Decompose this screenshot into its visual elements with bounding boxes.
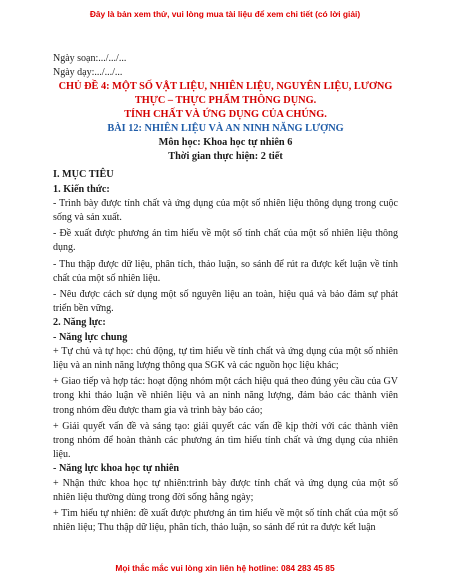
- science-competency-item: + Nhận thức khoa học tự nhiên:trình bày được tính chất và ứng dụng của một số nhiên liệu thường dùng trong đời sống hằng ngày;: [53, 477, 398, 503]
- general-competency-item: + Tự chủ và tự học: chủ động, tự tìm hiểu về tính chất và ứng dụng của một số nhiên liệu và an ninh năng lượng thông qua SGK và các nguồn học liệu khác;: [53, 345, 398, 372]
- preview-notice-banner: Đây là bản xem thử, vui lòng mua tài liệu để xem chi tiết (có lời giải): [89, 9, 361, 19]
- lesson-title: BÀI 12: NHIÊN LIỆU VÀ AN NINH NĂNG LƯỢNG: [107, 123, 344, 135]
- prep-date: Ngày soạn:.../.../...: [53, 53, 127, 64]
- general-competency-heading: - Năng lực chung: [53, 331, 128, 343]
- knowledge-heading: 1. Kiến thức:: [53, 183, 110, 195]
- hotline-banner: Mọi thắc mắc vui lòng xin liên hệ hotline: 084 283 45 85: [115, 563, 335, 573]
- teach-date: Ngày dạy:.../.../...: [53, 67, 123, 79]
- competency-heading: 2. Năng lực:: [53, 317, 106, 329]
- science-competency-item: + Tìm hiểu tự nhiên: đề xuất được phương án tìm hiểu về một số tính chất của một số nhiên liệu; Thu thập dữ liệu, phân tích, thảo luận, so sánh để rút ra được kết luận: [53, 508, 398, 534]
- duration-label: Thời gian thực hiện: 2 tiết: [168, 151, 283, 163]
- knowledge-item: - Thu thập được dữ liệu, phân tích, thảo luận, so sánh để rút ra được kết luận về tính chất của một số nhiên liệu.: [53, 258, 398, 284]
- knowledge-item: - Đề xuất được phương án tìm hiểu về một số tính chất của một số nhiên liệu thông dụng.: [53, 228, 398, 254]
- document-body: [53, 52, 398, 535]
- general-competency-item: + Giải quyết vấn đề và sáng tạo: giải quyết các vấn đề kịp thời với các thành viên trong nhóm để hoàn thành các phương án tìm hiểu tính chất và ứng dụng của nhiên liệu.: [53, 420, 398, 461]
- theme-title-line-2: THỰC – THỰC PHẨM THÔNG DỤNG.: [134, 95, 317, 107]
- general-competency-item: + Giao tiếp và hợp tác: hoạt động nhóm một cách hiệu quả theo đúng yêu cầu của GV trong khi thảo luận về nhiên liệu và an ninh năng lượng, đảm bảo các thành viên trong nhóm đều được tham gia và trình bày báo cáo;: [53, 376, 398, 416]
- knowledge-item: - Trình bày được tính chất và ứng dụng của một số nhiên liệu thông dụng trong cuộc sống và sản xuất.: [53, 197, 398, 224]
- theme-title-line-1: CHỦ ĐỀ 4: MỘT SỐ VẬT LIỆU, NHIÊN LIỆU, NGUYÊN LIỆU, LƯƠNG: [58, 81, 393, 93]
- subject-label: Môn học: Khoa học tự nhiên 6: [158, 137, 293, 149]
- section-objectives-heading: I. MỤC TIÊU: [53, 169, 114, 181]
- science-competency-heading: - Năng lực khoa học tự nhiên: [53, 463, 180, 475]
- theme-title-line-3: TÍNH CHẤT VÀ ỨNG DỤNG CỦA CHÚNG.: [124, 109, 327, 121]
- knowledge-item: - Nêu được cách sử dụng một số nguyên liệu an toàn, hiệu quả và bảo đảm sự phát triển bền vững.: [53, 289, 398, 315]
